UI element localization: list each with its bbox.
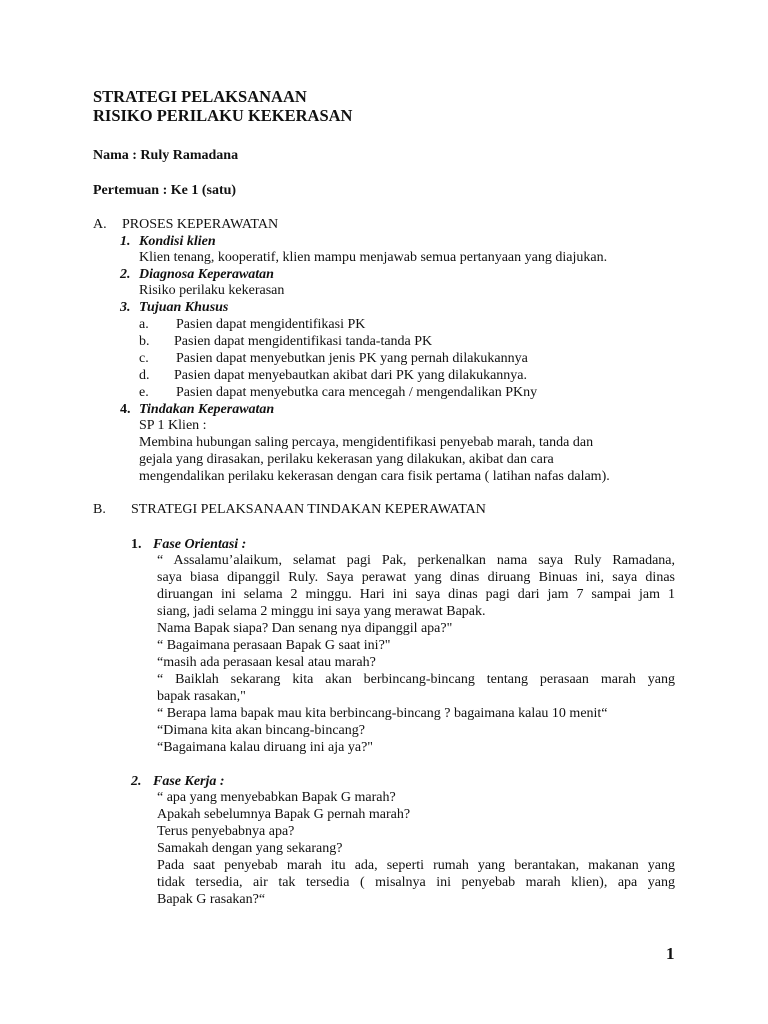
goal-b-letter: b.	[139, 334, 150, 349]
phase-1-line-1: “ Assalamu’alaikum, selamat pagi Pak, perkenalkan nama saya Ruly Ramadana,	[157, 553, 675, 568]
item-3-title: Tujuan Khusus	[139, 300, 229, 315]
author-name: Nama : Ruly Ramadana	[93, 148, 239, 163]
action-line-2: gejala yang dirasakan, perilaku kekerasan yang dilakukan, akibat dan cara	[139, 452, 554, 467]
phase-1-line-2: saya biasa dipanggil Ruly. Saya perawat yang dinas diruang Binuas ini, saya dinas	[157, 570, 675, 585]
meeting-number: Pertemuan : Ke 1 (satu)	[93, 183, 237, 198]
item-1-title: Kondisi klien	[139, 234, 216, 249]
goal-e-text: Pasien dapat menyebutka cara mencegah / mengendalikan PKny	[176, 385, 538, 400]
goal-c-letter: c.	[139, 351, 149, 366]
phase-1-line-6: “ Bagaimana perasaan Bapak G saat ini?"	[157, 638, 391, 653]
phase-1-line-9: bapak rasakan,"	[157, 689, 246, 704]
phase-1-title: Fase Orientasi :	[153, 537, 247, 552]
phase-2-number: 2.	[131, 774, 142, 789]
goal-a-text: Pasien dapat mengidentifikasi PK	[176, 317, 366, 332]
phase-1-line-5: Nama Bapak siapa? Dan senang nya dipanggil apa?"	[157, 621, 453, 636]
action-line-3: mengendalikan perilaku kekerasan dengan cara fisik pertama ( latihan nafas dalam).	[139, 469, 610, 484]
document-title-line-1: STRATEGI PELAKSANAAN	[93, 87, 307, 106]
phase-1-line-3: diruangan ini selama 2 minggu. Hari ini saya dinas pagi dari jam 7 sampai jam 1	[157, 587, 675, 602]
goal-d-text: Pasien dapat menyebautkan akibat dari PK yang dilakukannya.	[174, 368, 528, 383]
phase-2-line-1: “ apa yang menyebabkan Bapak G marah?	[157, 790, 396, 805]
action-label: SP 1 Klien :	[139, 418, 207, 433]
section-a-heading: PROSES KEPERAWATAN	[122, 217, 279, 232]
goal-d-letter: d.	[139, 368, 150, 383]
phase-2-line-5: Pada saat penyebab marah itu ada, seperti rumah yang berantakan, makanan yang	[157, 858, 675, 873]
phase-1-line-10: “ Berapa lama bapak mau kita berbincang-bincang ? bagaimana kalau 10 menit“	[157, 706, 608, 721]
phase-1-line-11: “Dimana kita akan bincang-bincang?	[157, 723, 365, 738]
phase-1-number: 1.	[131, 537, 142, 552]
action-line-1: Membina hubungan saling percaya, mengidentifikasi penyebab marah, tanda dan	[139, 435, 594, 450]
phase-1-line-7: “masih ada perasaan kesal atau marah?	[157, 655, 376, 670]
item-2-title: Diagnosa Keperawatan	[139, 267, 274, 282]
section-a-letter: A.	[93, 217, 107, 232]
phase-2-title: Fase Kerja :	[153, 774, 225, 789]
phase-1-line-12: “Bagaimana kalau diruang ini aja ya?"	[157, 740, 374, 755]
item-1-number: 1.	[120, 234, 131, 249]
item-2-number: 2.	[120, 267, 131, 282]
phase-2-line-2: Apakah sebelumnya Bapak G pernah marah?	[157, 807, 411, 822]
item-3-number: 3.	[120, 300, 131, 315]
item-1-text: Klien tenang, kooperatif, klien mampu menjawab semua pertanyaan yang diajukan.	[139, 250, 608, 265]
item-4-title: Tindakan Keperawatan	[139, 402, 275, 417]
phase-2-line-4: Samakah dengan yang sekarang?	[157, 841, 343, 856]
goal-e-letter: e.	[139, 385, 149, 400]
phase-1-line-4: siang, jadi selama 2 minggu ini saya yang merawat Bapak.	[157, 604, 486, 619]
goal-c-text: Pasien dapat menyebutkan jenis PK yang pernah dilakukannya	[176, 351, 528, 366]
section-b-heading: STRATEGI PELAKSANAAN TINDAKAN KEPERAWATAN	[131, 502, 486, 517]
item-2-text: Risiko perilaku kekerasan	[139, 283, 285, 298]
phase-2-line-7: Bapak G rasakan?“	[157, 892, 266, 907]
phase-2-line-3: Terus penyebabnya apa?	[157, 824, 295, 839]
page-number: 1	[666, 944, 675, 963]
goal-a-letter: a.	[139, 317, 149, 332]
goal-b-text: Pasien dapat mengidentifikasi tanda-tanda PK	[174, 334, 433, 349]
phase-1-line-8: “ Baiklah sekarang kita akan berbincang-bincang tentang perasaan marah yang	[157, 672, 675, 687]
phase-2-line-6: tidak tersedia, air tak tersedia ( misalnya ini penyebab marah klien), apa yang	[157, 875, 675, 890]
item-4-number: 4.	[120, 402, 131, 417]
section-b-letter: B.	[93, 502, 106, 517]
document-title-line-2: RISIKO PERILAKU KEKERASAN	[93, 106, 353, 125]
